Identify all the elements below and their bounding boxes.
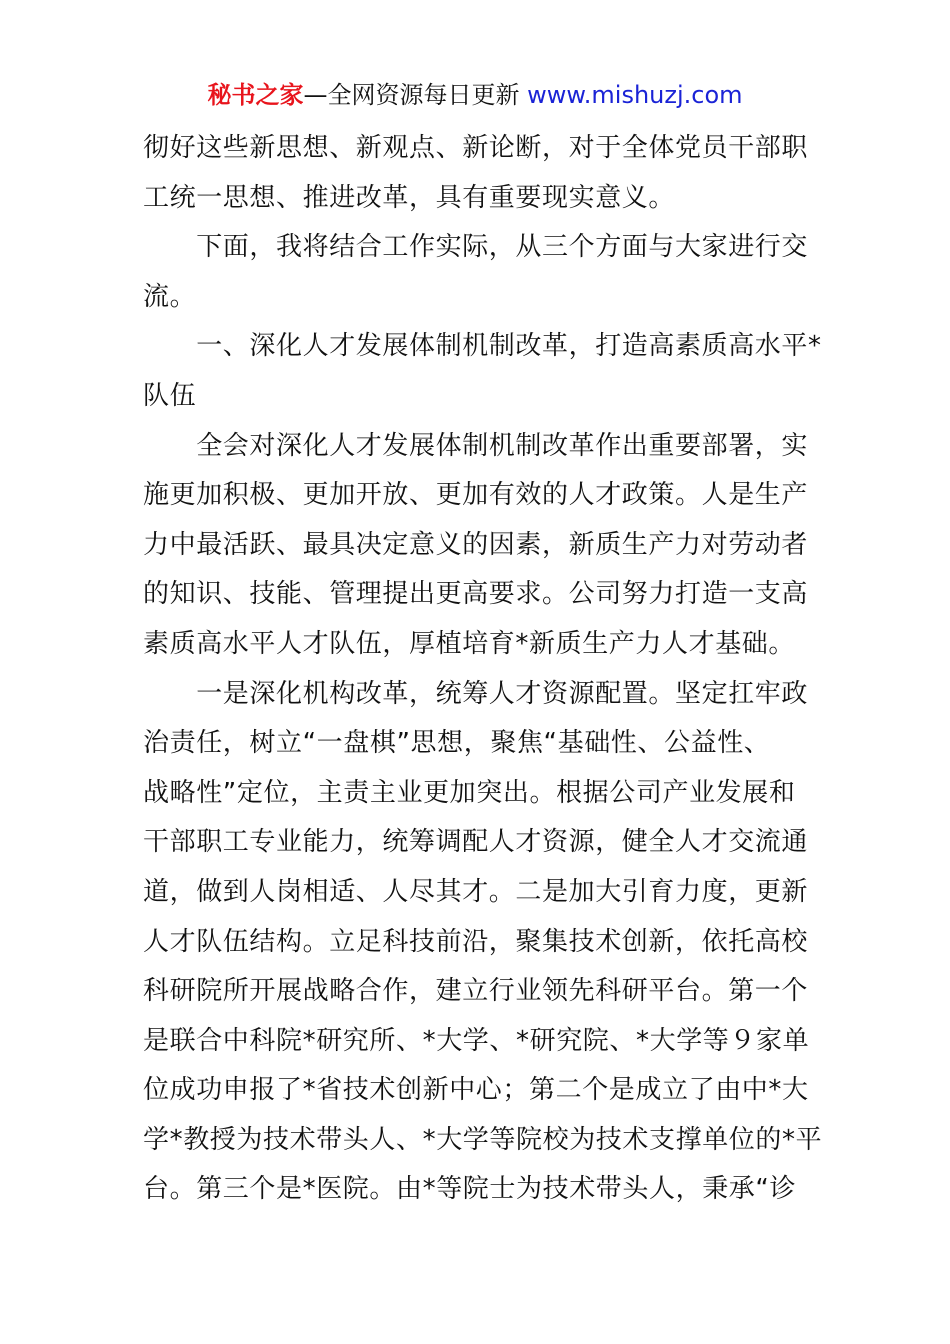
text-line: 台。第三个是*医院。由*等院士为技术带头人，秉承“诊 [143,1174,797,1205]
text-line: 素质高水平人才队伍，厚植培育*新质生产力人才基础。 [143,628,796,659]
text-line: 科研院所开展战略合作，建立行业领先科研平台。第一个 [143,976,809,1007]
text-line: 彻好这些新思想、新观点、新论断，对于全体党员干部职 [143,133,809,163]
text-line: 工统一思想、推进改革，具有重要现实意义。 [143,182,676,213]
text-line: 学*教授为技术带头人、*大学等院校为技术支撑单位的*平 [143,1124,823,1155]
text-line: 的知识、技能、管理提出更高要求。公司努力打造一支高 [143,579,809,610]
text-line: 流。 [143,281,197,312]
site-url[interactable]: www.mishuzj.com [527,81,743,109]
text-line: 战略性”定位，主责主业更加突出。根据公司产业发展和 [143,777,796,808]
header-tagline: —全网资源每日更新 [303,81,528,109]
text-line: 位成功申报了*省技术创新中心；第二个是成立了由中*大 [143,1075,809,1106]
text-line: 全会对深化人才发展体制机制改革作出重要部署，实 [143,430,809,461]
section-heading-line: 队伍 [143,380,197,411]
text-line: 下面，我将结合工作实际，从三个方面与大家进行交 [143,232,809,263]
text-line: 干部职工专业能力，统筹调配人才资源，健全人才交流通 [143,827,809,858]
text-line: 一是深化机构改革，统筹人才资源配置。坚定扛牢政 [143,678,809,709]
text-line: 道，做到人岗相适、人尽其才。二是加大引育力度，更新 [143,876,809,907]
document-body [143,124,823,1215]
text-line: 治责任，树立“一盘棋”思想，聚焦“基础性、公益性、 [143,728,771,759]
text-line: 施更加积极、更加开放、更加有效的人才政策。人是生产 [143,480,809,511]
text-line: 是联合中科院*研究所、*大学、*研究院、*大学等９家单 [143,1025,810,1056]
section-heading-line: 一、深化人才发展体制机制改革，打造高素质高水平* [143,331,822,362]
text-line: 人才队伍结构。立足科技前沿，聚集技术创新，依托高校 [143,926,809,957]
text-line: 力中最活跃、最具决定意义的因素，新质生产力对劳动者 [143,529,809,560]
brand-name: 秘书之家 [207,81,304,109]
site-header [0,80,950,110]
